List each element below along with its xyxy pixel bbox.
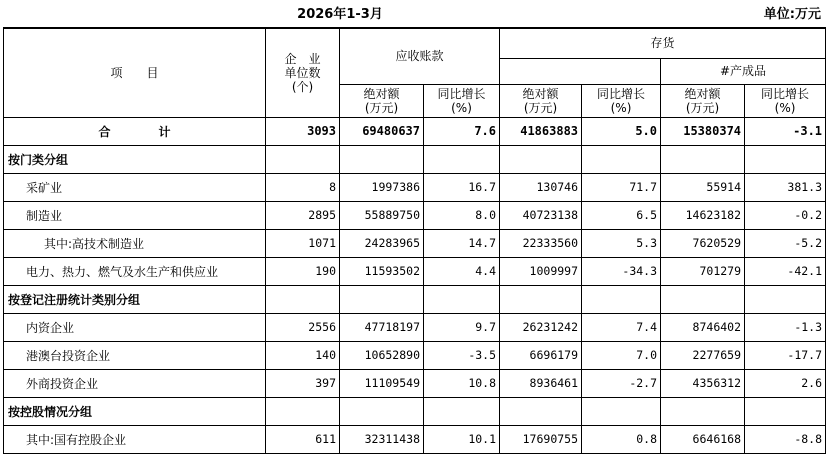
cell-units: 1071	[266, 229, 340, 257]
cell-recv-yoy: -3.5	[424, 341, 500, 369]
cell-fg-abs: 2277659	[661, 341, 745, 369]
cell-units	[266, 145, 340, 173]
cell-units: 2556	[266, 313, 340, 341]
cell-inv-abs: 26231242	[500, 313, 582, 341]
cell-inv-yoy: 7.4	[582, 313, 661, 341]
cell-fg-abs	[661, 397, 745, 425]
cell-inv-abs	[500, 285, 582, 313]
cell-fg-abs: 4356312	[661, 369, 745, 397]
cell-units	[266, 285, 340, 313]
group-header-row	[4, 285, 826, 313]
cell-inv-yoy: -2.7	[582, 369, 661, 397]
cell-fg-yoy: 2.6	[745, 369, 826, 397]
header-units-line3: (个)	[291, 79, 314, 94]
cell-fg-yoy: 381.3	[745, 173, 826, 201]
cell-inv-abs: 40723138	[500, 201, 582, 229]
cell-recv-abs: 55889750	[340, 201, 424, 229]
cell-recv-abs: 24283965	[340, 229, 424, 257]
total-recv-abs: 69480637	[340, 117, 424, 145]
cell-recv-abs	[340, 145, 424, 173]
cell-recv-abs: 47718197	[340, 313, 424, 341]
header-fg-yoy: 同比增长 (%)	[745, 84, 826, 117]
header-units-line2: 单位数	[284, 65, 321, 80]
cell-inv-yoy: 0.8	[582, 425, 661, 453]
header-units-line1: 企 业	[284, 51, 321, 66]
cell-recv-abs: 11109549	[340, 369, 424, 397]
row-label: 按门类分组	[4, 145, 266, 173]
group-header-row	[4, 145, 826, 173]
table-row	[4, 341, 826, 369]
cell-inv-abs: 22333560	[500, 229, 582, 257]
cell-units: 190	[266, 257, 340, 285]
cell-recv-yoy: 9.7	[424, 313, 500, 341]
cell-recv-yoy	[424, 145, 500, 173]
header-inventory-spacer	[500, 58, 661, 84]
total-label: 合 计	[4, 117, 266, 145]
cell-units	[266, 397, 340, 425]
total-fg-abs: 15380374	[661, 117, 745, 145]
cell-fg-abs	[661, 145, 745, 173]
group-header-row	[4, 397, 826, 425]
cell-inv-yoy: 71.7	[582, 173, 661, 201]
cell-fg-yoy: -8.8	[745, 425, 826, 453]
cell-recv-yoy	[424, 397, 500, 425]
cell-fg-abs: 55914	[661, 173, 745, 201]
statistics-table	[3, 27, 826, 454]
cell-fg-yoy: -5.2	[745, 229, 826, 257]
table-row	[4, 229, 826, 257]
header-receivables: 应收账款	[340, 28, 500, 84]
row-label: 其中:国有控股企业	[4, 425, 266, 453]
cell-inv-abs: 1009997	[500, 257, 582, 285]
cell-units: 611	[266, 425, 340, 453]
table-row	[4, 173, 826, 201]
cell-inv-yoy	[582, 285, 661, 313]
cell-inv-yoy: 5.3	[582, 229, 661, 257]
report-period: 2026年1-3月	[297, 7, 383, 22]
cell-fg-abs: 6646168	[661, 425, 745, 453]
cell-inv-abs: 6696179	[500, 341, 582, 369]
cell-units: 8	[266, 173, 340, 201]
row-label: 内资企业	[4, 313, 266, 341]
cell-inv-abs	[500, 145, 582, 173]
header-inv-yoy: 同比增长 (%)	[582, 84, 661, 117]
cell-inv-abs: 17690755	[500, 425, 582, 453]
header-units	[266, 28, 340, 117]
row-label: 电力、热力、燃气及水生产和供应业	[4, 257, 266, 285]
cell-recv-yoy: 14.7	[424, 229, 500, 257]
cell-inv-abs: 130746	[500, 173, 582, 201]
total-fg-yoy: -3.1	[745, 117, 826, 145]
cell-inv-yoy: -34.3	[582, 257, 661, 285]
cell-recv-abs	[340, 285, 424, 313]
cell-recv-abs: 10652890	[340, 341, 424, 369]
cell-fg-yoy: -42.1	[745, 257, 826, 285]
cell-inv-yoy	[582, 397, 661, 425]
cell-recv-yoy	[424, 285, 500, 313]
cell-fg-yoy	[745, 145, 826, 173]
cell-fg-yoy	[745, 285, 826, 313]
header-inventory: 存货	[500, 28, 826, 58]
unit-label: 单位:万元	[763, 7, 821, 22]
cell-units: 140	[266, 341, 340, 369]
row-label: 制造业	[4, 201, 266, 229]
cell-recv-yoy: 4.4	[424, 257, 500, 285]
cell-recv-yoy: 16.7	[424, 173, 500, 201]
table-row	[4, 425, 826, 453]
cell-fg-abs: 8746402	[661, 313, 745, 341]
header-recv-yoy: 同比增长 (%)	[424, 84, 500, 117]
total-recv-yoy: 7.6	[424, 117, 500, 145]
cell-recv-abs: 1997386	[340, 173, 424, 201]
header-item: 项 目	[4, 28, 266, 117]
cell-inv-yoy: 6.5	[582, 201, 661, 229]
table-row	[4, 257, 826, 285]
row-label: 按登记注册统计类别分组	[4, 285, 266, 313]
table-row	[4, 313, 826, 341]
header-inv-abs: 绝对额 (万元)	[500, 84, 582, 117]
total-row	[4, 117, 826, 145]
row-label: 采矿业	[4, 173, 266, 201]
header-recv-abs: 绝对额 (万元)	[340, 84, 424, 117]
cell-recv-abs: 32311438	[340, 425, 424, 453]
header-finished-goods: #产成品	[661, 58, 826, 84]
row-label: 港澳台投资企业	[4, 341, 266, 369]
cell-inv-yoy	[582, 145, 661, 173]
cell-recv-yoy: 10.8	[424, 369, 500, 397]
total-inv-abs: 41863883	[500, 117, 582, 145]
total-inv-yoy: 5.0	[582, 117, 661, 145]
row-label: 外商投资企业	[4, 369, 266, 397]
cell-recv-yoy: 8.0	[424, 201, 500, 229]
cell-fg-yoy: -1.3	[745, 313, 826, 341]
row-label: 其中:高技术制造业	[4, 229, 266, 257]
cell-fg-abs: 14623182	[661, 201, 745, 229]
row-label: 按控股情况分组	[4, 397, 266, 425]
total-units: 3093	[266, 117, 340, 145]
cell-inv-yoy: 7.0	[582, 341, 661, 369]
cell-recv-abs: 11593502	[340, 257, 424, 285]
cell-fg-yoy	[745, 397, 826, 425]
cell-fg-yoy: -17.7	[745, 341, 826, 369]
cell-inv-abs: 8936461	[500, 369, 582, 397]
header-fg-abs: 绝对额 (万元)	[661, 84, 745, 117]
cell-units: 397	[266, 369, 340, 397]
table-row	[4, 201, 826, 229]
cell-units: 2895	[266, 201, 340, 229]
cell-recv-yoy: 10.1	[424, 425, 500, 453]
table-row	[4, 369, 826, 397]
cell-fg-abs: 7620529	[661, 229, 745, 257]
cell-fg-abs	[661, 285, 745, 313]
cell-inv-abs	[500, 397, 582, 425]
cell-fg-yoy: -0.2	[745, 201, 826, 229]
cell-fg-abs: 701279	[661, 257, 745, 285]
cell-recv-abs	[340, 397, 424, 425]
